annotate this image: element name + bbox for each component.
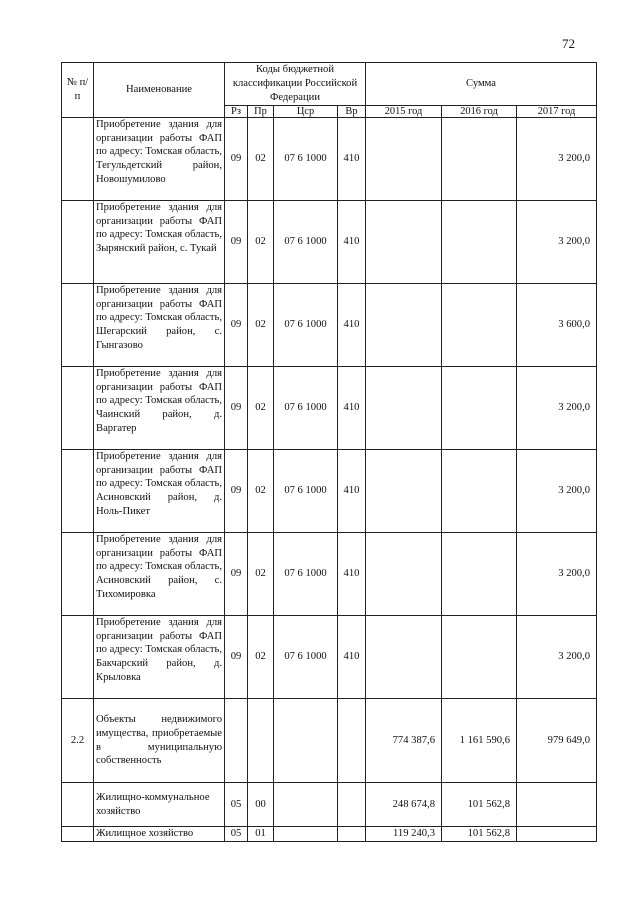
cell-pr: 02 [248,367,274,450]
header-csr: Цср [274,106,338,118]
cell-pr: 02 [248,616,274,699]
header-2017: 2017 год [517,106,597,118]
cell-vr: 410 [338,118,366,201]
cell-pr: 02 [248,450,274,533]
header-2015: 2015 год [366,106,442,118]
cell-2015 [366,367,442,450]
cell-rz: 09 [225,533,248,616]
header-sum: Сумма [366,63,597,106]
header-vr: Вр [338,106,366,118]
table-row [62,533,597,616]
budget-table [61,62,597,842]
cell-2017: 3 200,0 [517,367,597,450]
subsubsection-pr: 01 [248,827,274,842]
cell-2015 [366,533,442,616]
cell-csr: 07 6 1000 [274,284,338,367]
cell-vr: 410 [338,201,366,284]
subsubsection-2017 [517,827,597,842]
subsection-row [62,783,597,827]
cell-rz: 09 [225,118,248,201]
cell-csr: 07 6 1000 [274,201,338,284]
cell-2016 [442,284,517,367]
header-pr: Пр [248,106,274,118]
cell-name: Приобретение здания для организации работы ФАП по адресу: Томская область, Шегарский район, с. Гынгазово [94,284,225,367]
cell-num [62,533,94,616]
section-row [62,699,597,783]
cell-vr: 410 [338,367,366,450]
subsection-num [62,783,94,827]
cell-2015 [366,201,442,284]
cell-pr: 02 [248,533,274,616]
cell-csr: 07 6 1000 [274,533,338,616]
table-row [62,367,597,450]
table-row [62,118,597,201]
table-row [62,450,597,533]
section-num: 2.2 [62,699,94,783]
cell-name: Приобретение здания для организации работы ФАП по адресу: Томская область, Асиновский район, д. Ноль-Пикет [94,450,225,533]
cell-2017: 3 200,0 [517,616,597,699]
cell-rz: 09 [225,616,248,699]
cell-rz: 09 [225,284,248,367]
cell-num [62,367,94,450]
cell-vr: 410 [338,616,366,699]
section-pr [248,699,274,783]
subsubsection-2016: 101 562,8 [442,827,517,842]
cell-rz: 09 [225,450,248,533]
table-row [62,616,597,699]
cell-pr: 02 [248,201,274,284]
cell-rz: 09 [225,201,248,284]
subsection-2016: 101 562,8 [442,783,517,827]
subsection-csr [274,783,338,827]
section-2016: 1 161 590,6 [442,699,517,783]
subsection-rz: 05 [225,783,248,827]
section-2015: 774 387,6 [366,699,442,783]
cell-2015 [366,118,442,201]
cell-num [62,450,94,533]
section-name: Объекты недвижимого имущества, приобретаемые в муниципальную собственность [94,699,225,783]
cell-vr: 410 [338,533,366,616]
subsubsection-name: Жилищное хозяйство [94,827,225,842]
cell-2016 [442,367,517,450]
cell-2015 [366,616,442,699]
subsubsection-2015: 119 240,3 [366,827,442,842]
cell-rz: 09 [225,367,248,450]
subsection-vr [338,783,366,827]
cell-name: Приобретение здания для организации работы ФАП по адресу: Томская область, Асиновский район, с. Тихомировка [94,533,225,616]
page-number: 72 [562,36,575,51]
table-row [62,284,597,367]
cell-vr: 410 [338,284,366,367]
cell-csr: 07 6 1000 [274,616,338,699]
section-rz [225,699,248,783]
cell-num [62,616,94,699]
cell-2017: 3 200,0 [517,201,597,284]
cell-2016 [442,450,517,533]
cell-2016 [442,533,517,616]
cell-num [62,201,94,284]
cell-pr: 02 [248,284,274,367]
header-name: Наименование [94,63,225,118]
cell-2017: 3 200,0 [517,533,597,616]
cell-name: Приобретение здания для организации работы ФАП по адресу: Томская область, Чаинский район, д. Варгатер [94,367,225,450]
table-row [62,201,597,284]
cell-2015 [366,450,442,533]
header-num: № п/п [62,63,94,118]
cell-name: Приобретение здания для организации работы ФАП по адресу: Томская область, Тегульдетский район, Новошумилово [94,118,225,201]
cell-csr: 07 6 1000 [274,367,338,450]
subsubsection-vr [338,827,366,842]
cell-2016 [442,201,517,284]
cell-num [62,284,94,367]
cell-2015 [366,284,442,367]
header-2016: 2016 год [442,106,517,118]
header-codes: Коды бюджетной классификации Российской Федерации [225,63,366,106]
cell-name: Приобретение здания для организации работы ФАП по адресу: Томская область, Зырянский район, с. Тукай [94,201,225,284]
cell-vr: 410 [338,450,366,533]
cell-2016 [442,118,517,201]
section-vr [338,699,366,783]
subsubsection-rz: 05 [225,827,248,842]
cell-csr: 07 6 1000 [274,450,338,533]
subsection-pr: 00 [248,783,274,827]
subsubsection-csr [274,827,338,842]
cell-2016 [442,616,517,699]
header-rz: Рз [225,106,248,118]
subsubsection-num [62,827,94,842]
cell-2017: 3 600,0 [517,284,597,367]
cell-2017: 3 200,0 [517,450,597,533]
subsection-2015: 248 674,8 [366,783,442,827]
cell-2017: 3 200,0 [517,118,597,201]
section-csr [274,699,338,783]
cell-pr: 02 [248,118,274,201]
cell-num [62,118,94,201]
section-2017: 979 649,0 [517,699,597,783]
subsection-2017 [517,783,597,827]
subsubsection-row [62,827,597,842]
subsection-name: Жилищно-коммунальное хозяйство [94,783,225,827]
cell-name: Приобретение здания для организации работы ФАП по адресу: Томская область, Бакчарский район, д. Крыловка [94,616,225,699]
cell-csr: 07 6 1000 [274,118,338,201]
